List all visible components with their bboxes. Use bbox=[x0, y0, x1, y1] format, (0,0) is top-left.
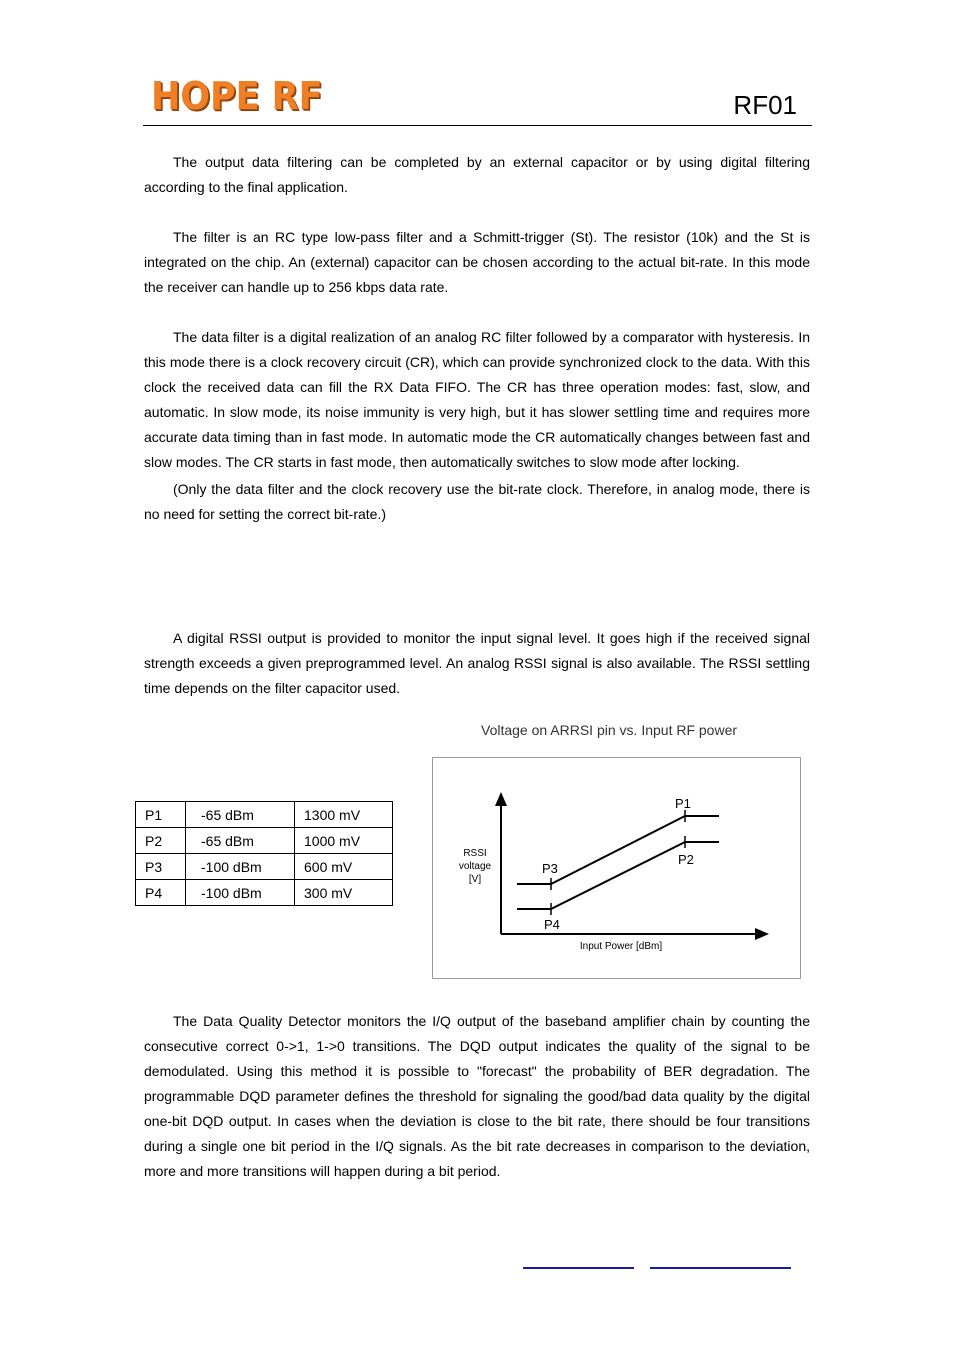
table-cell: P2 bbox=[136, 828, 186, 854]
point-label-p4: P4 bbox=[544, 917, 560, 932]
y-axis-label-line1: RSSI bbox=[463, 848, 487, 859]
rssi-points-table bbox=[135, 801, 393, 906]
paragraph-rssi: A digital RSSI output is provided to monitor the input signal level. It goes high if the received signal strength exceeds a given preprogrammed level. An analog RSSI signal is also available. The RSSI settling time depends on the filter capacitor used. bbox=[144, 630, 810, 696]
table-cell: -100 dBm bbox=[186, 854, 295, 880]
footer-link-underline[interactable] bbox=[523, 1267, 634, 1269]
paragraph-bitrate-note: (Only the data filter and the clock recovery use the bit-rate clock. Therefore, in analog mode, there is no need for setting the correct bit-rate.) bbox=[144, 481, 810, 522]
y-axis-label-line3: [V] bbox=[468, 874, 482, 885]
table-cell: 1000 mV bbox=[295, 828, 393, 854]
y-axis-label-line2: voltage bbox=[458, 861, 492, 872]
paragraph-output-filtering: The output data filtering can be completed by an external capacitor or by using digital filtering according to the final application. bbox=[144, 154, 810, 195]
table-cell: 300 mV bbox=[295, 880, 393, 906]
table-row bbox=[136, 802, 393, 828]
table-cell: 600 mV bbox=[295, 854, 393, 880]
point-label-p1: P1 bbox=[675, 796, 691, 811]
paragraph-dqd: The Data Quality Detector monitors the I/Q output of the baseband amplifier chain by counting the consecutive correct 0->1, 1->0 transitions. The DQD output indicates the quality of the signal to be demodulated. Using this method it is possible to "forecast" the probability of BER degradation. The programmable DQD parameter defines the threshold for signaling the good/bad data quality by the digital one-bit DQD output. In cases when the deviation is close to the bit rate, there should be four transitions during a single one bit period in the I/Q signals. As the bit rate decreases in comparison to the deviation, more and more transitions will happen during a bit period. bbox=[144, 1013, 810, 1179]
table-cell: P3 bbox=[136, 854, 186, 880]
footer-link-underline[interactable] bbox=[650, 1267, 791, 1269]
table-cell: -65 dBm bbox=[186, 802, 295, 828]
table-cell: -65 dBm bbox=[186, 828, 295, 854]
point-label-p2: P2 bbox=[678, 852, 694, 867]
point-label-p3: P3 bbox=[542, 861, 558, 876]
document-id: RF01 bbox=[733, 90, 797, 120]
table-cell: P4 bbox=[136, 880, 186, 906]
table-cell: P1 bbox=[136, 802, 186, 828]
table-cell: -100 dBm bbox=[186, 880, 295, 906]
x-axis-label: Input Power [dBm] bbox=[579, 941, 663, 952]
paragraph-digital-filter: The data filter is a digital realization of an analog RC filter followed by a comparator with hysteresis. In this mode there is a clock recovery circuit (CR), which can provide synchronized clock to the data. With this clock the received data can fill the RX Data FIFO. The CR has three operation modes: fast, slow, and automatic. In slow mode, its noise immunity is very high, but it has slower settling time and requires more accurate data timing than in fast mode. In automatic mode the CR automatically changes between fast and slow modes. The CR starts in fast mode, then automatically switches to slow mode after locking. bbox=[144, 329, 810, 470]
logo: HOPE RF bbox=[151, 74, 323, 118]
x-axis-arrow bbox=[755, 928, 769, 940]
paragraph-rc-filter: The filter is an RC type low-pass filter and a Schmitt-trigger (St). The resistor (10k) and the St is integrated on the chip. An (external) capacitor can be chosen according to the actual bit-rate. In this mode the receiver can handle up to 256 kbps data rate. bbox=[144, 229, 810, 295]
table-row bbox=[136, 828, 393, 854]
rssi-figure bbox=[432, 757, 801, 979]
table-cell: 1300 mV bbox=[295, 802, 393, 828]
rssi-diagram bbox=[433, 758, 802, 980]
figure-caption: Voltage on ARRSI pin vs. Input RF power bbox=[481, 722, 738, 738]
table-row bbox=[136, 880, 393, 906]
y-axis-arrow bbox=[495, 792, 507, 806]
header-rule bbox=[143, 125, 812, 126]
table-row bbox=[136, 854, 393, 880]
